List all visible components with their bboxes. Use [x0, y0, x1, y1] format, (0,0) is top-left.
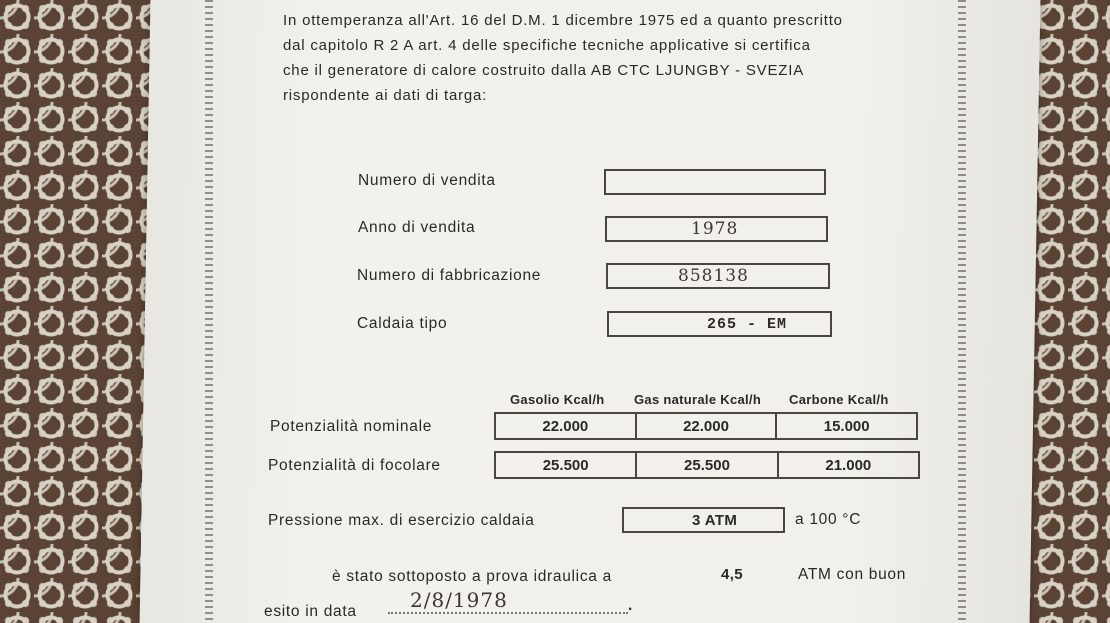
cell-focolare-gasolio: 25.500 — [496, 453, 637, 477]
pressione-value: 3 ATM — [692, 512, 738, 529]
row-label-nominale: Potenzialità nominale — [270, 418, 433, 435]
date-period: . — [628, 597, 633, 614]
caldaia-tipo-field — [607, 311, 832, 337]
col-header-gasolio: Gasolio Kcal/h — [510, 392, 605, 407]
numero-vendita-label: Numero di vendita — [358, 172, 496, 189]
date-dotted-line — [388, 612, 628, 614]
anno-vendita-label: Anno di vendita — [358, 219, 476, 236]
caldaia-tipo-label: Caldaia tipo — [357, 315, 448, 332]
anno-vendita-field — [605, 216, 828, 242]
intro-line-3: che il generatore di calore costruito dalla AB CTC LJUNGBY - SVEZIA — [283, 62, 805, 79]
esito-label: esito in data — [264, 603, 357, 620]
pressione-field — [622, 507, 785, 533]
esito-date: 2/8/1978 — [410, 588, 508, 612]
decorative-border-right — [958, 0, 966, 623]
table-row-nominale — [494, 412, 918, 440]
prova-text: è stato sottoposto a prova idraulica a — [332, 568, 612, 585]
cell-nominale-carbone: 15.000 — [823, 417, 870, 435]
intro-line-4: rispondente ai dati di targa: — [283, 87, 488, 104]
pressione-label: Pressione max. di esercizio caldaia — [268, 512, 535, 529]
numero-fabbricazione-label: Numero di fabbricazione — [357, 267, 542, 284]
table-row-focolare — [494, 451, 920, 479]
numero-fabbricazione-field — [606, 263, 830, 289]
cell-focolare-carbone: 21.000 — [825, 456, 872, 474]
numero-vendita-field — [604, 169, 826, 195]
prova-unit: ATM con buon — [798, 566, 907, 583]
row-label-focolare: Potenzialità di focolare — [268, 457, 441, 474]
col-header-carbone: Carbone Kcal/h — [789, 392, 889, 407]
numero-fabbricazione-value: 858138 — [678, 266, 749, 286]
cell-nominale-gasolio: 22.000 — [496, 414, 637, 438]
prova-value: 4,5 — [721, 566, 744, 583]
intro-line-2: dal capitolo R 2 A art. 4 delle specifiche tecniche applicative si certifica — [283, 37, 811, 54]
intro-line-1: In ottemperanza all'Art. 16 del D.M. 1 dicembre 1975 ed a quanto prescritto — [283, 12, 843, 29]
decorative-border-left — [205, 0, 213, 623]
cell-focolare-gas-naturale: 25.500 — [637, 453, 778, 477]
anno-vendita-value: 1978 — [691, 219, 739, 239]
cell-nominale-gas-naturale: 22.000 — [637, 414, 778, 438]
pressione-suffix: a 100 °C — [795, 511, 862, 528]
col-header-gas-naturale: Gas naturale Kcal/h — [634, 392, 762, 407]
caldaia-tipo-value: 265 - EM — [707, 316, 788, 333]
